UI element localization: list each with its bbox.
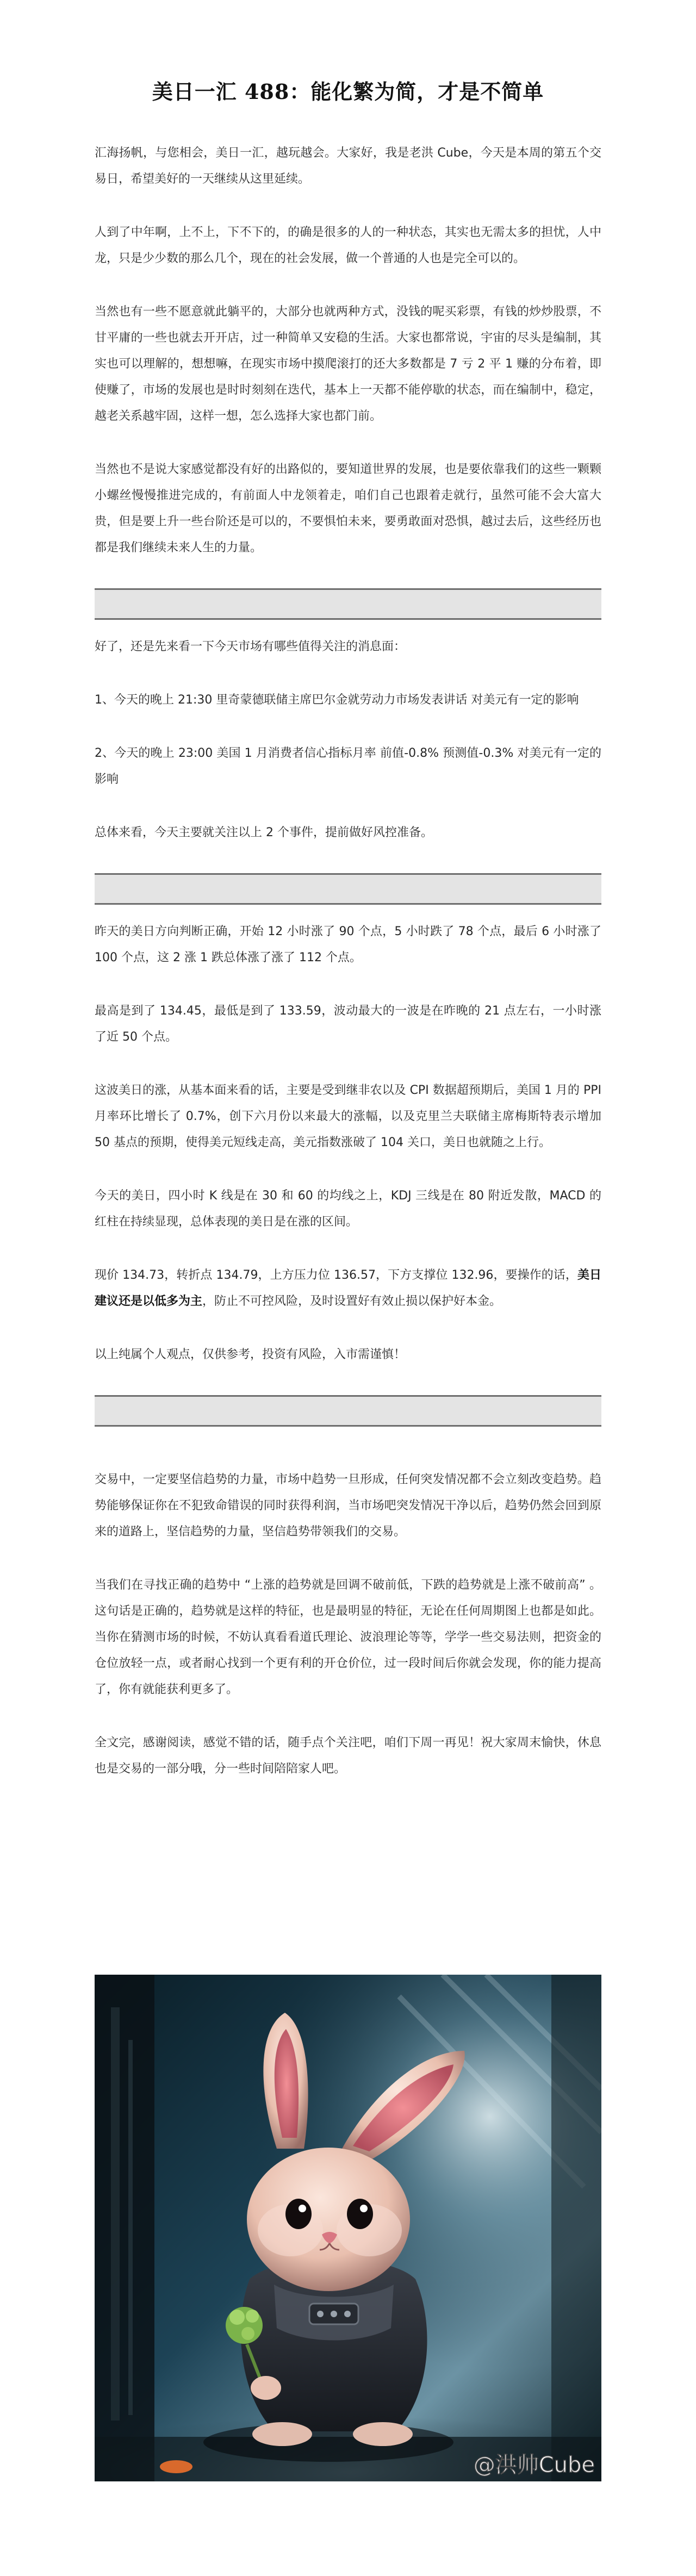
analysis-paragraph: 昨天的美日方向判断正确，开始 12 小时涨了 90 个点，5 小时跌了 78 个点，最后 6 小时涨了 100 个点，这 2 涨 1 跌总体涨了涨了 112 个点。: [95, 925, 601, 965]
intro-paragraph: 当然也不是说大家感觉都没有好的出路似的，要知道世界的发展，也是要依靠我们的这些一颗颗小螺丝慢慢推进完成的，有前面人中龙领着走，咱们自己也跟着走就行，虽然可能不会大富大贵，但是要上升一些台阶还是可以的，不要惧怕未来，要勇敢面对恐惧，越过去后，这些经历也都是我们继续未来人生的力量。: [95, 463, 601, 555]
rabbit-illustration: [95, 1975, 601, 2481]
carrot-icon: [160, 2460, 192, 2473]
rabbit-illustration-svg: [95, 1975, 601, 2481]
analysis-paragraph: 最高是到了 134.45，最低是到了 133.59，波动最大的一波是在昨晚的 21 点左右，一小时涨了近 50 个点。: [95, 1004, 601, 1044]
rabbit-head: [247, 2148, 410, 2291]
news-summary: 总体来看，今天主要就关注以上 2 个事件，提前做好风控准备。: [95, 826, 433, 839]
closing-paragraph: 当我们在寻找正确的趋势中 “上涨的趋势就是回调不破前低，下跌的趋势就是上涨不破前高” 。这句话是正确的，趋势就是这样的特征，也是最明显的特征，无论在任何周期图上也都是如此。当你在猜测市场的时候，不妨认真看看道氏理论、波浪理论等等，学学一些交易法则，把资金的仓位放轻一点，或者耐心找到一个更有利的开仓价位，过一段时间后你就会发现，你的能力提高了，你有就能获利更多了。: [95, 1578, 601, 1696]
section-divider: [95, 588, 601, 620]
pricing-paragraph: [95, 1262, 601, 1315]
pricing-recommendation: 美日建议还是以低多为主: [95, 1268, 601, 1308]
news-heading: 好了，还是先来看一下今天市场有哪些值得关注的消息面：: [95, 640, 406, 654]
news-item: 2、今天的晚上 23:00 美国 1 月消费者信心指标月率 前值-0.8% 预测值-0.3% 对美元有一定的影响: [95, 746, 601, 786]
closing-paragraph: 交易中，一定要坚信趋势的力量，市场中趋势一旦形成，任何突发情况都不会立刻改变趋势。趋势能够保证你在不犯致命错误的同时获得利润，当市场吧突发情况干净以后，趋势仍然会回到原来的道路上，坚信趋势的力量，坚信趋势带领我们的交易。: [95, 1473, 601, 1539]
intro-paragraph: 当然也有一些不愿意就此躺平的，大部分也就两种方式，没钱的呢买彩票，有钱的炒炒股票，不甘平庸的一些也就去开开店，过一种简单又安稳的生活。大家也都常说，宇宙的尽头是编制，其实也可以理解的，想想嘛，在现实市场中摸爬滚打的还大多数都是 7 亏 2 平 1 赚的分布着，即使赚了，市场的发展也是时时刻刻在迭代，基本上一天都不能停歇的状态，而在编制中，稳定，越老关系越牢固，这样一想，怎么选择大家也都门前。: [95, 305, 601, 423]
watermark: @洪帅Cube: [473, 2453, 595, 2478]
section-divider: [95, 873, 601, 905]
pricing-text: ，防止不可控风险，及时设置好有效止损以保护好本金。: [202, 1295, 502, 1308]
section-divider: [95, 1395, 601, 1427]
article-body: [95, 140, 601, 1809]
news-item: 1、今天的晚上 21:30 里奇蒙德联储主席巴尔金就劳动力市场发表讲话 对美元有一定的影响: [95, 693, 579, 707]
pricing-text: 现价 134.73，转折点 134.79，上方压力位 136.57，下方支撑位 132.96，要操作的话，: [95, 1268, 577, 1282]
intro-paragraph: 人到了中年啊，上不上，下不下的，的确是很多的人的一种状态，其实也无需太多的担忧，人中龙，只是少少数的那么几个，现在的社会发展，做一个普通的人也是完全可以的。: [95, 226, 601, 265]
analysis-paragraph: 这波美日的涨，从基本面来看的话，主要是受到继非农以及 CPI 数据超预期后，美国 1 月的 PPI 月率环比增长了 0.7%，创下六月份以来最大的涨幅，以及克里兰夫联储主席梅斯特表示增加 50 基点的预期，使得美元短线走高，美元指数涨破了 104 关口，美日也就随之上行。: [95, 1084, 601, 1149]
intro-paragraph: 汇海扬帆，与您相会，美日一汇，越玩越会。大家好，我是老洪 Cube，今天是本周的第五个交易日，希望美好的一天继续从这里延续。: [95, 146, 601, 186]
article-title: 美日一汇 488：能化繁为简，才是不简单: [152, 79, 544, 104]
disclaimer: 以上纯属个人观点，仅供参考，投资有风险，入市需谨慎！: [95, 1348, 406, 1361]
analysis-paragraph: 今天的美日，四小时 K 线是在 30 和 60 的均线之上，KDJ 三线是在 80 附近发散，MACD 的红柱在持续显现，总体表现的美日是在涨的区间。: [95, 1189, 601, 1229]
closing-paragraph: 全文完，感谢阅读，感觉不错的话，随手点个关注吧，咱们下周一再见！祝大家周末愉快，休息也是交易的一部分哦，分一些时间陪陪家人吧。: [95, 1736, 601, 1776]
